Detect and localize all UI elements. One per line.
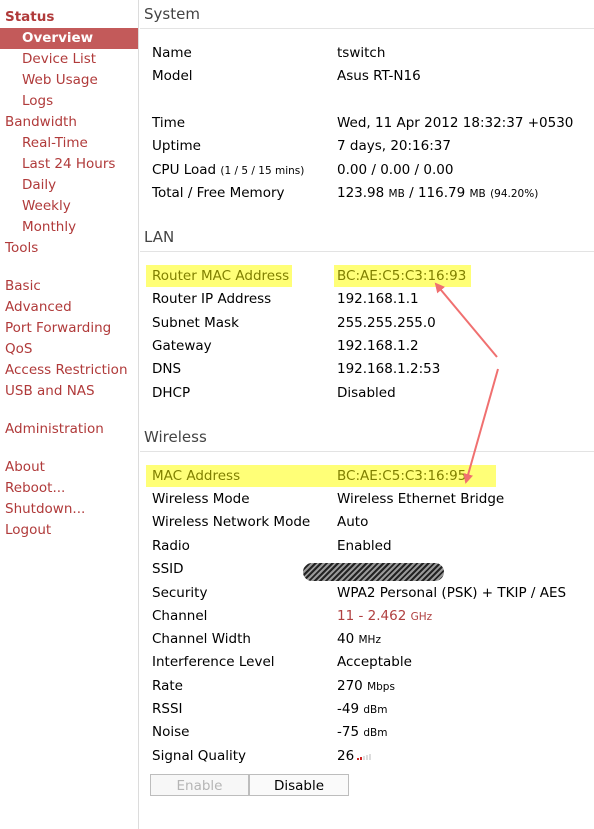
nav-logout[interactable]: Logout (5, 522, 52, 538)
model-label: Model (152, 68, 193, 84)
cpu-load-value: 0.00 / 0.00 / 0.00 (337, 162, 454, 178)
gateway-label: Gateway (152, 338, 212, 354)
section-title-wireless: Wireless (144, 428, 207, 446)
wireless-mode-value: Wireless Ethernet Bridge (337, 491, 505, 507)
channel-number: 11 - 2.462 (337, 608, 407, 624)
router-ip-label: Router IP Address (152, 291, 272, 307)
nav-status[interactable]: Status (5, 9, 55, 25)
router-mac-value: BC:AE:C5:C3:16:93 (337, 268, 467, 284)
uptime-value: 7 days, 20:16:37 (337, 138, 451, 154)
wireless-mac-value: BC:AE:C5:C3:16:95 (337, 468, 467, 484)
section-rule-lan (140, 251, 594, 252)
router-ip-value: 192.168.1.1 (337, 291, 419, 307)
noise-unit: dBm (363, 727, 388, 739)
rssi-label: RSSI (152, 701, 183, 717)
signal-quality-value (337, 746, 375, 766)
noise-number: -75 (337, 724, 360, 740)
nav-device-list[interactable]: Device List (22, 51, 97, 67)
interference-label: Interference Level (152, 654, 275, 670)
memory-total: 123.98 (337, 185, 385, 201)
wireless-network-mode-label: Wireless Network Mode (152, 514, 311, 530)
disable-button[interactable]: Disable (249, 774, 349, 796)
memory-value: 123.98 MB / 116.79 MB (94.20%) (337, 185, 539, 201)
memory-free: 116.79 (417, 185, 466, 201)
nav-about[interactable]: About (5, 459, 45, 475)
dns-label: DNS (152, 361, 182, 377)
interference-value: Acceptable (337, 654, 412, 670)
rate-number: 270 (337, 678, 363, 694)
channel-value[interactable] (337, 606, 432, 626)
channel-width-label: Channel Width (152, 631, 251, 647)
model-value: Asus RT-N16 (337, 68, 421, 84)
dhcp-label: DHCP (152, 385, 191, 401)
channel-unit: GHz (410, 611, 433, 623)
uptime-label: Uptime (152, 138, 201, 154)
wireless-mode-label: Wireless Mode (152, 491, 250, 507)
memory-percent: (94.20%) (490, 188, 539, 200)
time-value: Wed, 11 Apr 2012 18:32:37 +0530 (337, 115, 574, 131)
nav-administration[interactable]: Administration (5, 421, 104, 437)
subnet-mask-value: 255.255.255.0 (337, 315, 436, 331)
section-rule-wireless (140, 451, 594, 452)
channel-label: Channel (152, 608, 208, 624)
radio-value: Enabled (337, 538, 392, 554)
nav-overview[interactable]: Overview (0, 28, 138, 49)
enable-button[interactable]: Enable (150, 774, 249, 796)
rssi-value (337, 699, 387, 719)
nav-basic[interactable]: Basic (5, 278, 41, 294)
time-label: Time (152, 115, 186, 131)
section-title-system: System (144, 5, 200, 23)
nav-tools[interactable]: Tools (5, 240, 39, 256)
sidebar-nav (0, 0, 138, 829)
rate-unit: Mbps (367, 681, 395, 693)
nav-monthly[interactable]: Monthly (22, 219, 77, 235)
name-value: tswitch (337, 45, 386, 61)
nav-reboot[interactable]: Reboot... (5, 480, 66, 496)
channel-width-number: 40 (337, 631, 355, 647)
subnet-mask-label: Subnet Mask (152, 315, 239, 331)
cpu-load-interval: (1 / 5 / 15 mins) (220, 165, 305, 177)
nav-logs[interactable]: Logs (22, 93, 54, 109)
router-mac-label: Router MAC Address (152, 268, 290, 284)
ssid-label: SSID (152, 561, 184, 577)
section-title-lan: LAN (144, 228, 175, 246)
nav-usb-and-nas[interactable]: USB and NAS (5, 383, 95, 399)
nav-bandwidth[interactable]: Bandwidth (5, 114, 77, 130)
nav-port-forwarding[interactable]: Port Forwarding (5, 320, 112, 336)
sidebar-divider (138, 0, 139, 829)
nav-qos[interactable]: QoS (5, 341, 33, 357)
cpu-load-label-text: CPU Load (152, 162, 217, 178)
memory-total-unit: MB (388, 188, 405, 200)
channel-width-unit: MHz (358, 634, 381, 646)
memory-free-unit: MB (469, 188, 486, 200)
nav-advanced[interactable]: Advanced (5, 299, 72, 315)
rate-value (337, 676, 395, 696)
cpu-load-label (152, 160, 304, 180)
ssid-redacted (303, 563, 444, 581)
security-value: WPA2 Personal (PSK) + TKIP / AES (337, 585, 567, 601)
name-label: Name (152, 45, 192, 61)
gateway-value: 192.168.1.2 (337, 338, 419, 354)
radio-label: Radio (152, 538, 190, 554)
channel-width-value (337, 629, 381, 649)
nav-last-24-hours[interactable]: Last 24 Hours (22, 156, 116, 172)
rssi-unit: dBm (363, 704, 388, 716)
section-rule-system (140, 28, 594, 29)
nav-web-usage[interactable]: Web Usage (22, 72, 98, 88)
noise-value (337, 722, 387, 742)
dns-value: 192.168.1.2:53 (337, 361, 441, 377)
nav-weekly[interactable]: Weekly (22, 198, 71, 214)
arrow-to-router-mac (436, 284, 497, 357)
rate-label: Rate (152, 678, 183, 694)
nav-access-restriction[interactable]: Access Restriction (5, 362, 128, 378)
dhcp-value: Disabled (337, 385, 396, 401)
signal-quality-number: 26 (337, 748, 355, 764)
noise-label: Noise (152, 724, 190, 740)
wireless-network-mode-value: Auto (337, 514, 369, 530)
security-label: Security (152, 585, 208, 601)
wireless-mac-label: MAC Address (152, 468, 241, 484)
memory-label: Total / Free Memory (152, 185, 285, 201)
nav-shutdown[interactable]: Shutdown... (5, 501, 86, 517)
rssi-number: -49 (337, 701, 360, 717)
signal-bars-icon (357, 752, 375, 760)
nav-real-time[interactable]: Real-Time (22, 135, 88, 151)
nav-daily[interactable]: Daily (22, 177, 57, 193)
signal-quality-label: Signal Quality (152, 748, 246, 764)
